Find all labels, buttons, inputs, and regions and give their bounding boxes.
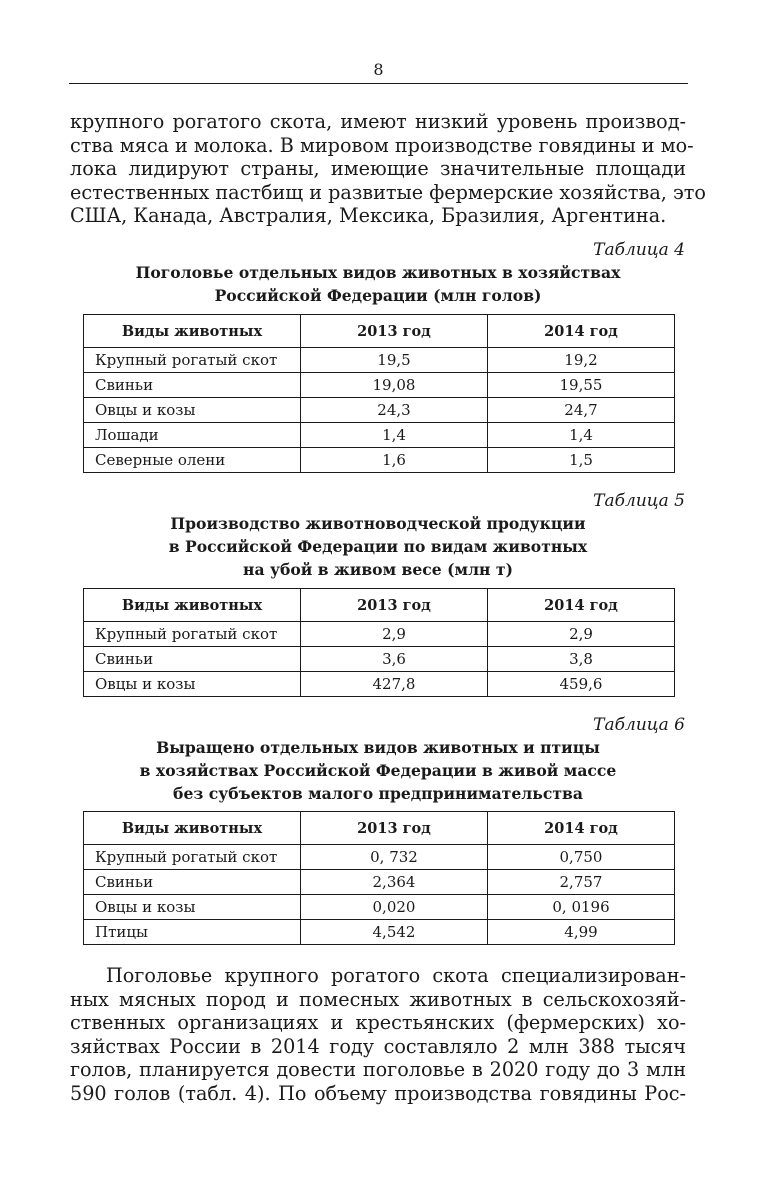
table-cell: 2,9 bbox=[488, 622, 675, 647]
table-cell: 0, 732 bbox=[301, 845, 488, 870]
table-cell: 19,55 bbox=[488, 373, 675, 398]
header-cell: Виды животных bbox=[84, 315, 301, 348]
table-6-label: Таблица 6 bbox=[593, 715, 685, 735]
table-cell: Птицы bbox=[84, 920, 301, 945]
table-cell: Свиньи bbox=[84, 870, 301, 895]
table-cell: 1,4 bbox=[488, 423, 675, 448]
text-line: зяйствах России в 2014 году составляло 2 млн 388 тысяч bbox=[70, 1034, 686, 1058]
header-cell: 2014 год bbox=[488, 812, 675, 845]
header-cell: 2013 год bbox=[301, 812, 488, 845]
table-cell: Крупный рогатый скот bbox=[84, 348, 301, 373]
header-cell: 2014 год bbox=[488, 589, 675, 622]
text-line: естественных пастбищ и развитые фермерские хозяйства, это bbox=[70, 180, 706, 204]
title-line: Российской Федерации (млн голов) bbox=[214, 286, 542, 305]
table-4-label: Таблица 4 bbox=[593, 240, 685, 260]
text-line: США, Канада, Австралия, Мексика, Бразилия, Аргентина. bbox=[70, 204, 667, 227]
table-cell: 19,08 bbox=[301, 373, 488, 398]
header-cell: 2013 год bbox=[301, 589, 488, 622]
table-4 bbox=[83, 314, 675, 473]
table-row bbox=[84, 622, 675, 647]
header-cell: Виды животных bbox=[84, 812, 301, 845]
table-cell: 4,542 bbox=[301, 920, 488, 945]
header-cell: 2013 год bbox=[301, 315, 488, 348]
table-5-title bbox=[70, 512, 686, 581]
title-line: без субъектов малого предпринимательства bbox=[173, 784, 583, 803]
title-line: в Российской Федерации по видам животных bbox=[168, 537, 588, 556]
table-row bbox=[84, 672, 675, 697]
table-cell: Овцы и козы bbox=[84, 398, 301, 423]
title-line: Поголовье отдельных видов животных в хозяйствах bbox=[135, 263, 621, 282]
table-cell: Овцы и козы bbox=[84, 895, 301, 920]
table-cell: 0,750 bbox=[488, 845, 675, 870]
table-row bbox=[84, 870, 675, 895]
text-line: ства мяса и молока. В мировом производстве говядины и мо- bbox=[70, 133, 694, 157]
table-row bbox=[84, 895, 675, 920]
text-line: голов, планируется довести поголовье в 2020 году до 3 млн bbox=[70, 1058, 686, 1081]
table-row bbox=[84, 348, 675, 373]
text-line: лока лидируют страны, имеющие значительные площади bbox=[70, 157, 686, 180]
page-number: 8 bbox=[373, 60, 384, 79]
text-line: крупного рогатого скота, имеют низкий уровень производ- bbox=[70, 110, 686, 133]
table-6 bbox=[83, 811, 675, 945]
table-cell: 427,8 bbox=[301, 672, 488, 697]
table-cell: Свиньи bbox=[84, 373, 301, 398]
table-cell: Лошади bbox=[84, 423, 301, 448]
table-5-label: Таблица 5 bbox=[593, 491, 685, 511]
table-cell: 1,5 bbox=[488, 448, 675, 473]
table-header-row bbox=[84, 589, 675, 622]
table-cell: 24,7 bbox=[488, 398, 675, 423]
table-cell: 0, 0196 bbox=[488, 895, 675, 920]
table-cell: 0,020 bbox=[301, 895, 488, 920]
header-cell: Виды животных bbox=[84, 589, 301, 622]
header-cell: 2014 год bbox=[488, 315, 675, 348]
table-cell: 3,8 bbox=[488, 647, 675, 672]
table-cell: Крупный рогатый скот bbox=[84, 845, 301, 870]
intro-paragraph bbox=[70, 110, 706, 228]
table-cell: 1,6 bbox=[301, 448, 488, 473]
table-cell: Свиньи bbox=[84, 647, 301, 672]
title-line: Выращено отдельных видов животных и птицы bbox=[156, 738, 600, 757]
table-5 bbox=[83, 588, 675, 697]
table-cell: 459,6 bbox=[488, 672, 675, 697]
table-cell: 19,2 bbox=[488, 348, 675, 373]
table-4-title bbox=[70, 261, 686, 307]
table-cell: Крупный рогатый скот bbox=[84, 622, 301, 647]
text-line: ственных организациях и крестьянских (фермерских) хо- bbox=[70, 1011, 686, 1034]
text-line: 590 голов (табл. 4). По объему производства говядины Рос- bbox=[70, 1081, 686, 1105]
table-cell: 2,364 bbox=[301, 870, 488, 895]
text-line: ных мясных пород и помесных животных в сельскохозяй- bbox=[70, 987, 686, 1011]
table-cell: 3,6 bbox=[301, 647, 488, 672]
table-cell: Овцы и козы bbox=[84, 672, 301, 697]
table-cell: 2,757 bbox=[488, 870, 675, 895]
table-row bbox=[84, 373, 675, 398]
header-rule bbox=[69, 83, 688, 84]
text-line: Поголовье крупного рогатого скота специализирован- bbox=[106, 964, 686, 987]
table-row bbox=[84, 920, 675, 945]
table-cell: 19,5 bbox=[301, 348, 488, 373]
table-6-title bbox=[70, 736, 686, 805]
table-row bbox=[84, 845, 675, 870]
table-row bbox=[84, 448, 675, 473]
outro-paragraph bbox=[70, 964, 686, 1105]
table-cell: 1,4 bbox=[301, 423, 488, 448]
table-cell: 24,3 bbox=[301, 398, 488, 423]
table-cell: Северные олени bbox=[84, 448, 301, 473]
table-row bbox=[84, 647, 675, 672]
table-row bbox=[84, 423, 675, 448]
table-cell: 2,9 bbox=[301, 622, 488, 647]
title-line: в хозяйствах Российской Федерации в живой массе bbox=[139, 761, 617, 780]
table-cell: 4,99 bbox=[488, 920, 675, 945]
table-header-row bbox=[84, 315, 675, 348]
title-line: на убой в живом весе (млн т) bbox=[243, 560, 513, 579]
table-row bbox=[84, 398, 675, 423]
title-line: Производство животноводческой продукции bbox=[170, 514, 586, 533]
table-header-row bbox=[84, 812, 675, 845]
